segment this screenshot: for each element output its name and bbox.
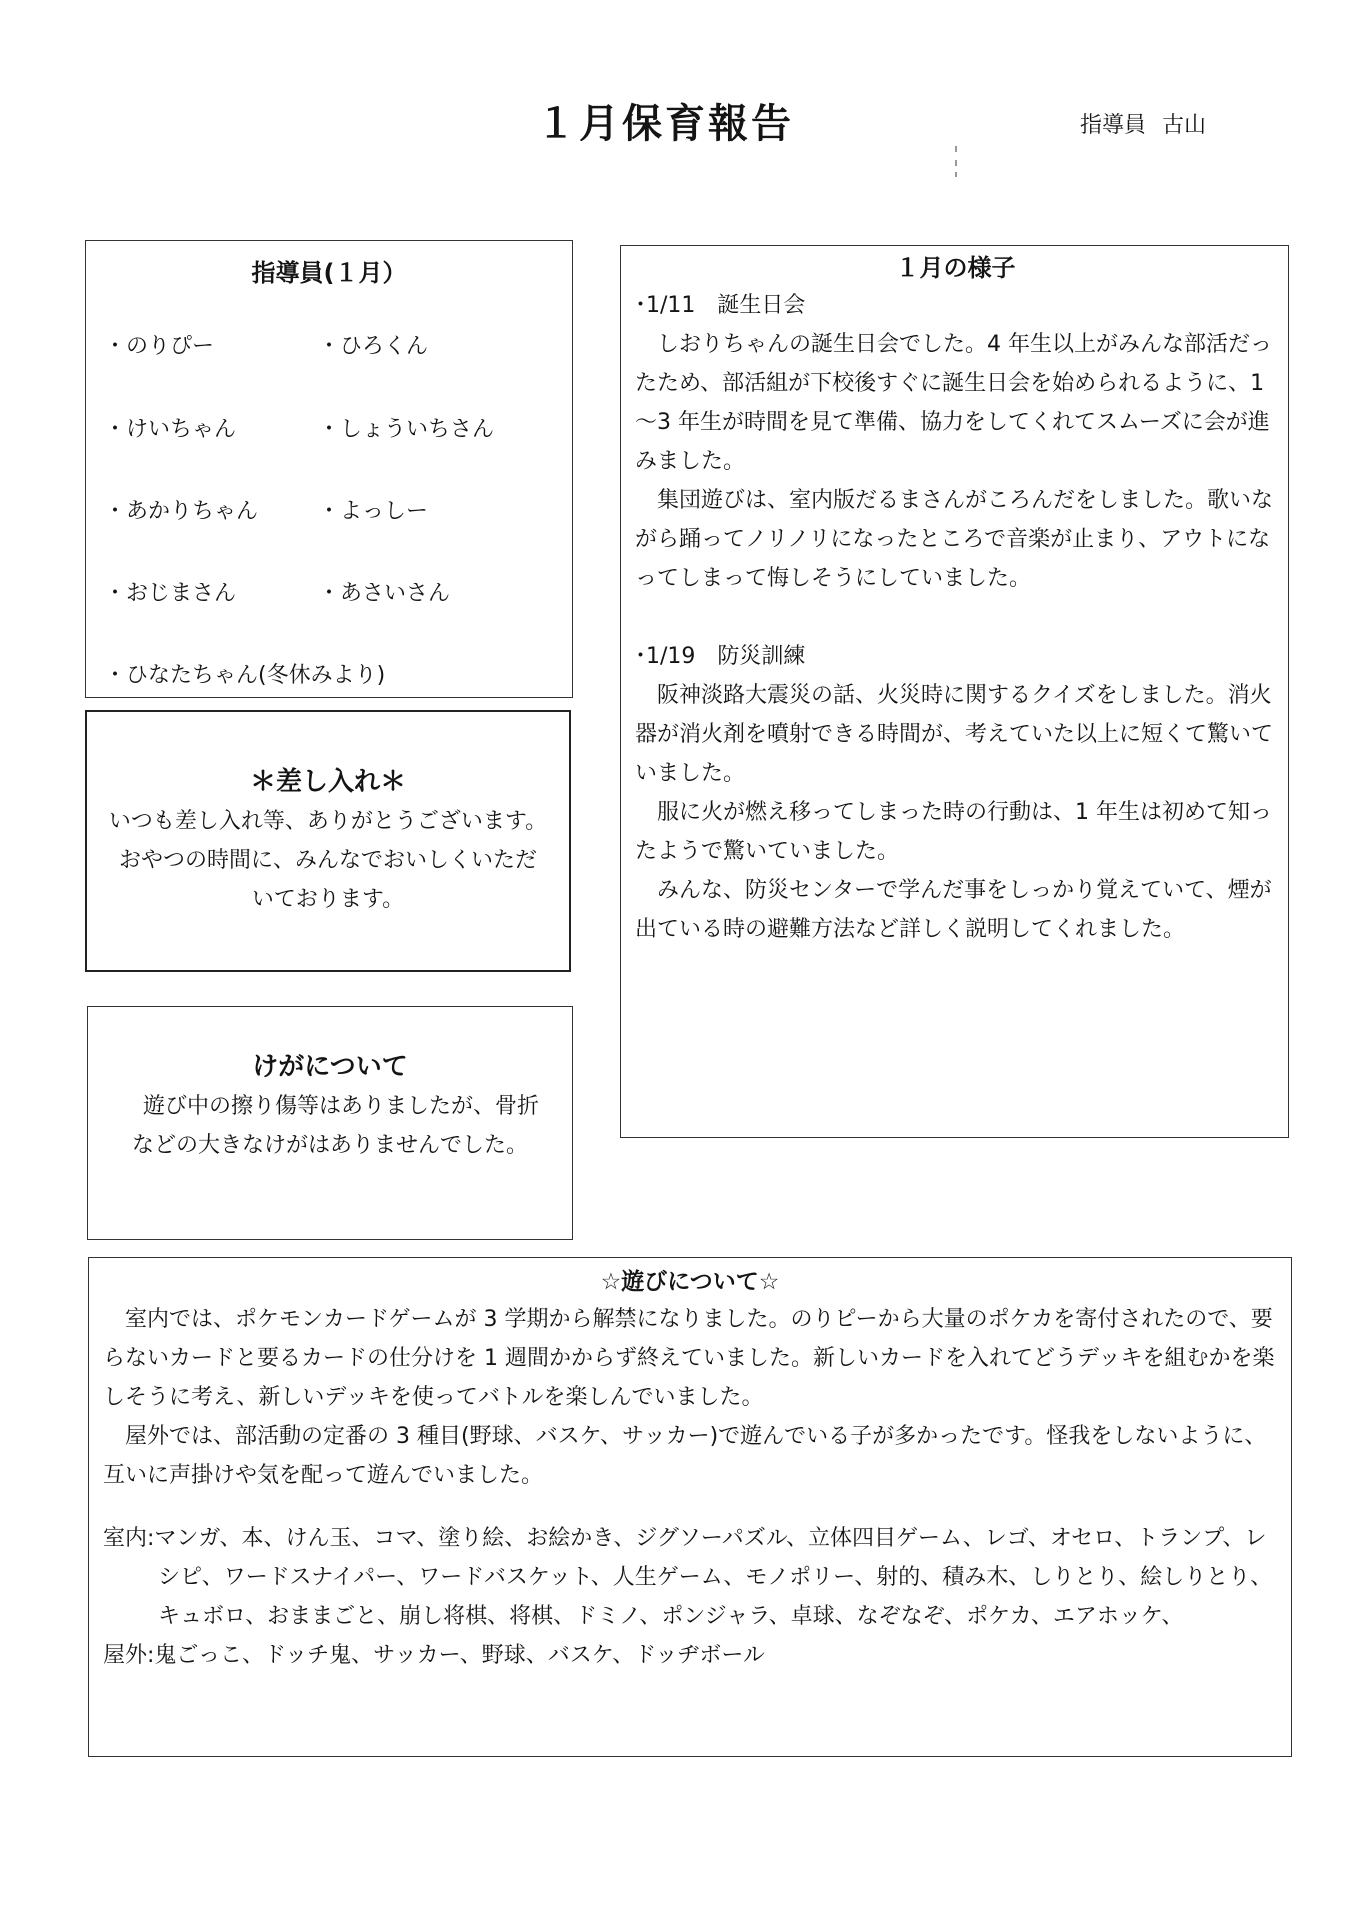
outdoor-play-list: 屋外:鬼ごっこ、ドッチ鬼、サッカー、野球、バスケ、ドッヂボール bbox=[103, 1643, 765, 1668]
author-name: 古山 bbox=[1162, 113, 1207, 138]
page-title: １月保育報告 bbox=[536, 101, 794, 147]
event-title: ･1/11 誕生日会 bbox=[635, 293, 806, 318]
staff-member: ・ひろくん bbox=[318, 334, 429, 359]
author-role: 指導員 bbox=[1080, 113, 1147, 138]
staff-member: ・けいちゃん bbox=[104, 417, 237, 442]
gifts-line: いております。 bbox=[251, 887, 405, 912]
staff-member: ・ひなたちゃん(冬休みより) bbox=[104, 663, 386, 688]
event-paragraph: 服に火が燃え移ってしまった時の行動は、1 年生は初めて知ったようで驚いていました。 bbox=[635, 800, 1272, 864]
event-paragraph: 集団遊びは、室内版だるまさんがころんだをしました。歌いながら踊ってノリノリになったところで音楽が止まり、アウトになってしまって悔しそうにしていました。 bbox=[635, 488, 1274, 591]
gifts-box bbox=[85, 710, 571, 972]
january-box bbox=[620, 245, 1289, 1138]
play-heading: ☆遊びについて☆ bbox=[600, 1269, 780, 1295]
staff-member: ・おじまさん bbox=[104, 581, 237, 606]
gifts-line: いつも差し入れ等、ありがとうございます。 bbox=[108, 809, 548, 834]
author bbox=[1080, 108, 1206, 139]
gifts-heading: ＊差し入れ＊ bbox=[249, 767, 406, 797]
play-box bbox=[88, 1257, 1292, 1757]
staff-member: ・のりぴー bbox=[104, 334, 215, 359]
injury-box bbox=[87, 1006, 573, 1240]
play-paragraph: 屋外では、部活動の定番の 3 種目(野球、バスケ、サッカー)で遊んでいる子が多かったです。怪我をしないように、互いに声掛けや気を配って遊んでいました。 bbox=[103, 1424, 1267, 1488]
injury-line: 遊び中の擦り傷等はありましたが、骨折 bbox=[142, 1094, 539, 1119]
play-paragraph: 室内では、ポケモンカードゲームが 3 学期から解禁になりました。のりピーから大量のポケカを寄付されたので、要らないカードと要るカードの仕分けを 1 週間かからず終えていました。新しいカードを入れてどうデッキを組むかを楽しそうに考え、新しいデッキを使ってバトルを楽しんでいました。 bbox=[103, 1307, 1275, 1410]
event-paragraph: みんな、防災センターで学んだ事をしっかり覚えていて、煙が出ている時の避難方法など詳しく説明してくれました。 bbox=[635, 878, 1272, 942]
staff-member: ・あかりちゃん bbox=[104, 499, 259, 524]
staff-member: ・あさいさん bbox=[318, 581, 451, 606]
staff-member: ・よっしー bbox=[318, 499, 429, 524]
staff-heading: 指導員(１月） bbox=[251, 259, 407, 287]
injury-heading: けがについて bbox=[252, 1052, 408, 1082]
january-heading: １月の様子 bbox=[895, 254, 1016, 282]
staff-box bbox=[85, 240, 573, 698]
staff-member: ・しょういちさん bbox=[318, 417, 495, 442]
event-title: ･1/19 防災訓練 bbox=[635, 644, 806, 669]
gifts-line: おやつの時間に、みんなでおいしくいただ bbox=[118, 848, 537, 873]
event-paragraph: 阪神淡路大震災の話、火災時に関するクイズをしました。消火器が消火剤を噴射できる時間が、考えていた以上に短くて驚いていました。 bbox=[635, 683, 1274, 786]
indoor-play-list: 室内:マンガ、本、けん玉、コマ、塗り絵、お絵かき、ジグソーパズル、立体四目ゲーム、レゴ、オセロ、トランプ、レシピ、ワードスナイパー、ワードバスケット、人生ゲーム、モノポリー、射的、積み木、しりとり、絵しりとり、キュボロ、おままごと、崩し将棋、将棋、ドミノ、ポンジャラ、卓球、なぞなぞ、ポケカ、エアホッケ、 bbox=[103, 1526, 1273, 1629]
event-paragraph: しおりちゃんの誕生日会でした。4 年生以上がみんな部活だったため、部活組が下校後すぐに誕生日会を始められるように、1～3 年生が時間を見て準備、協力をしてくれてスムーズに会が進みました。 bbox=[635, 332, 1272, 474]
injury-line: などの大きなけがはありませんでした。 bbox=[131, 1133, 528, 1158]
